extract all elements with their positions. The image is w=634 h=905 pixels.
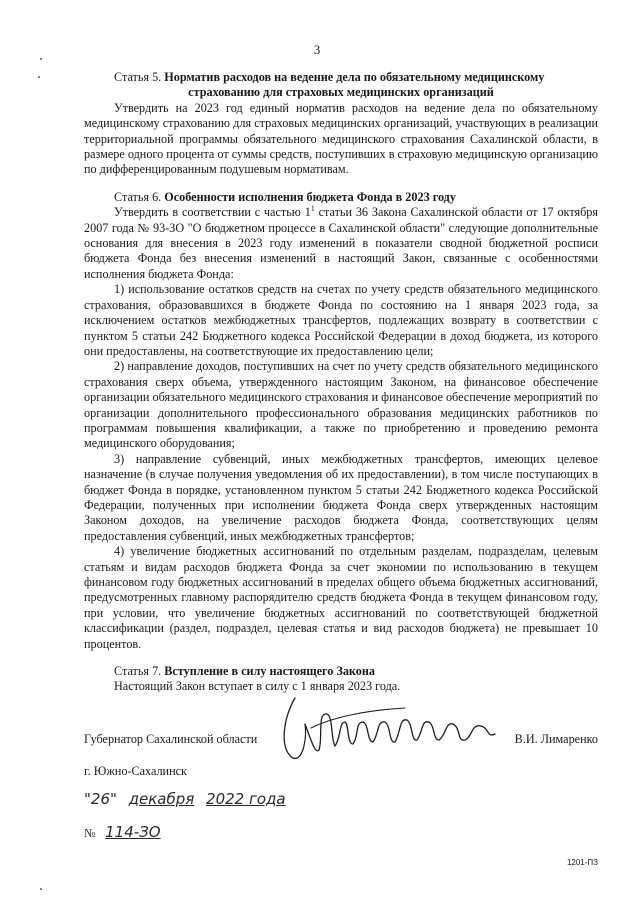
article-6-item-4: 4) увеличение бюджетных ассигнований по отдельным разделам, подразделам, целевым статьям и видам расходов бюджета Фонда за счет экономии по использованию в текущем финансовом году бюджетных ассигнований в пределах общего объема бюджетных ассигнований, предусмотренных главному распорядителю средств бюджета Фонда в текущем финансовом году, при условии, что увеличение бюджетных ассигнований по соответствующей бюджетной классификации (раздел, подраздел, целевая статья и вид расходов бюджета) не превышает 10 процентов. (84, 544, 598, 651)
article-6-item-2: 2) направление доходов, поступивших на счет по учету средств обязательного медицинского страхования сверх объема, утвержденного настоящим Законом, на финансовое обеспечение организации обязательного медицинского страхования и финансовое обеспечение мероприятий по организации дополнительного профессионального образования медицинских работников по программам повышения квалификации, а также по приобретению и проведению ремонта медицинского оборудования; (84, 359, 598, 451)
article-6-heading: Статья 6. Особенности исполнения бюджета Фонда в 2023 году (114, 189, 456, 204)
law-number (84, 823, 598, 842)
page-number: 3 (313, 42, 321, 57)
margin-mark (40, 58, 42, 60)
date-day: "26" (84, 790, 117, 808)
document-code: 1201-ПЗ (566, 858, 598, 867)
date-month: декабря (128, 790, 195, 808)
governor-title: Губернатор Сахалинской области (84, 732, 258, 746)
date-year: 2022 года (206, 790, 286, 808)
margin-mark (38, 76, 40, 78)
article-5-text: Утвердить на 2023 год единый норматив расходов на ведение дела по обязательному медицинскому страхованию для страховых медицинских организаций, участвующих в реализации территориальной программы обязательного медицинского страхования Сахалинской области, в размере одного процента от суммы средств, поступивших в страховую медицинскую организацию по дифференцированным подушевым нормативам. (84, 100, 598, 177)
document-body (84, 70, 598, 695)
governor-name: В.И. Лимаренко (514, 732, 598, 746)
signing-date (84, 790, 598, 809)
article-7-heading: Статья 7. Вступление в силу настоящего Закона (114, 664, 376, 679)
article-6-item-1: 1) использование остатков средств на счетах по учету средств обязательного медицинского страхования, образовавшихся в бюджете Фонда по состоянию на 1 января 2023 года, за исключением остатков межбюджетных трансфертов, подлежащих возврату в соответствии с пунктом 5 статьи 242 Бюджетного кодекса Российской Федерации в доход бюджета, из которого они предоставлены, на соответствующие их предоставлению цели; (84, 282, 598, 358)
article-5-heading: Статья 5. Норматив расходов на ведение дела по обязательному медицинскому (114, 70, 545, 84)
number-prefix: № (84, 826, 96, 840)
margin-mark (40, 888, 42, 890)
article-6-item-3: 3) направление субвенций, иных межбюджетных трансфертов, имеющих целевое назначение (в случае получения уведомления об их предоставлении), в том числе поступающих в бюджет Фонда в порядке, установленном пунктом 5 статьи 242 Бюджетного кодекса Российской Федерации, полученных при исполнении бюджета Фонда сверх утвержденных настоящим Законом доходов, на увеличение расходов бюджета Фонда, соответствующих целям предоставления субвенций, иных межбюджетных трансфертов; (84, 451, 598, 543)
article-7-text: Настоящий Закон вступает в силу с 1 января 2023 года. (114, 679, 401, 694)
signature-line (84, 732, 598, 747)
article-5-heading-line2: страхованию для страховых медицинских организаций (188, 85, 494, 100)
governor-signature (275, 688, 505, 768)
article-6-intro: Утвердить в соответствии с частью $1^1$ статьи 36 Закона Сахалинской области от 17 октября 2007 года № 93-ЗО "О бюджетном процессе в Сахалинской области" следующие дополнительные основания для внесения в 2023 году изменений в показатели сводной бюджетной росписи бюджета Фонда без внесения изменений в настоящий Закон, связанные с особенностями исполнения бюджета Фонда: (84, 204, 598, 281)
city: г. Южно-Сахалинск (84, 764, 187, 778)
number-value: 114-ЗО (105, 823, 161, 841)
